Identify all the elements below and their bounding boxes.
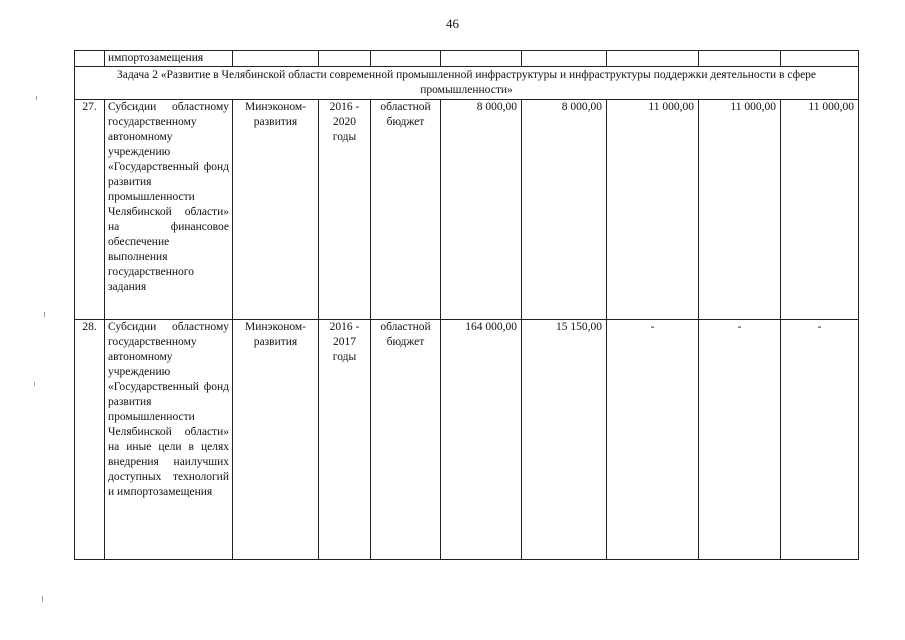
row-executor: Минэконом-развития [233, 100, 319, 320]
row-value: 11 000,00 [781, 100, 859, 320]
scan-margin-mark [44, 312, 45, 317]
task-heading-row [75, 67, 859, 100]
row-funding-source: областной бюджет [371, 320, 441, 560]
continuation-row [75, 51, 859, 67]
program-measures-table [74, 50, 859, 560]
row-funding-source: областной бюджет [371, 100, 441, 320]
row-description: Субсидии областному государственному автономному учреждению «Государственный фонд развития промышленности Челябинской области» на финансовое обеспечение выполнения государственного задания [105, 100, 233, 320]
row-value: 11 000,00 [699, 100, 781, 320]
task-heading: Задача 2 «Развитие в Челябинской области современной промышленной инфраструктуры и инфраструктуры поддержки деятельности в сфере промышленности» [75, 67, 859, 100]
row-number: 27. [75, 100, 105, 320]
cell-number [75, 51, 105, 67]
scan-margin-mark [34, 382, 35, 386]
table-row [75, 100, 859, 320]
cell-description: импортозамещения [105, 51, 233, 67]
row-number: 28. [75, 320, 105, 560]
row-value: 8 000,00 [441, 100, 522, 320]
row-description: Субсидии областному государственному автономному учреждению «Государственный фонд развития промышленности Челябинской области» на иные цели в целях внедрения наилучших доступных технологий и импортозамещения [105, 320, 233, 560]
row-value: 164 000,00 [441, 320, 522, 560]
scan-margin-mark [36, 96, 37, 100]
row-executor: Минэконом-развития [233, 320, 319, 560]
row-value: - [699, 320, 781, 560]
row-value: 15 150,00 [522, 320, 607, 560]
page-number: 46 [446, 16, 459, 31]
row-value: - [781, 320, 859, 560]
row-period: 2016 - 2020 годы [319, 100, 371, 320]
row-value: - [607, 320, 699, 560]
row-period: 2016 - 2017 годы [319, 320, 371, 560]
row-value: 8 000,00 [522, 100, 607, 320]
row-value: 11 000,00 [607, 100, 699, 320]
table-row [75, 320, 859, 560]
scan-margin-mark [42, 596, 43, 602]
